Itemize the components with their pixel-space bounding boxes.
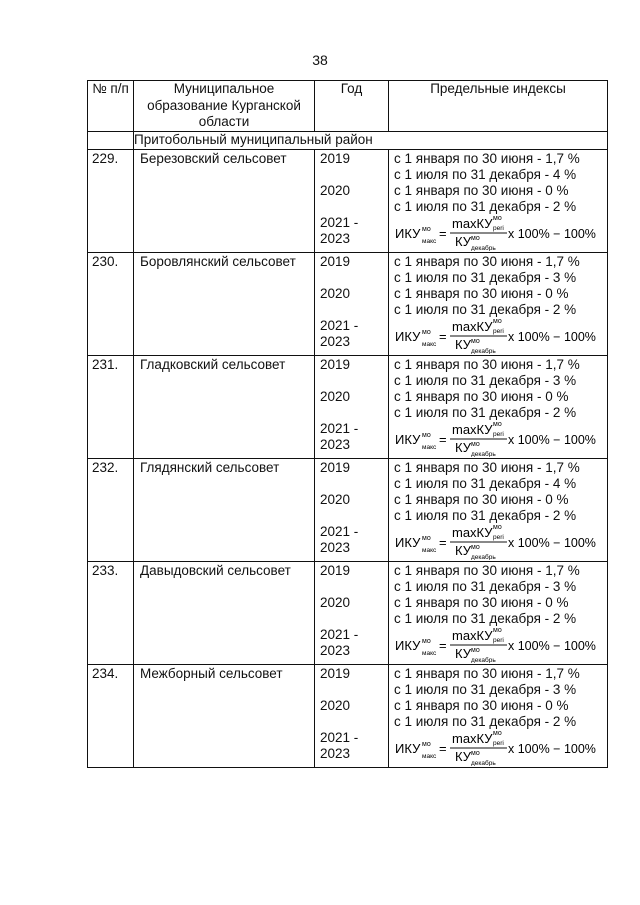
index-cell xyxy=(389,253,608,356)
table-row xyxy=(88,562,608,665)
formula-num-sub: peri xyxy=(493,431,504,438)
formula-num: maxКУ xyxy=(452,319,493,334)
formula-lhs: ИКУ xyxy=(395,432,421,447)
district-num-cell xyxy=(88,132,134,150)
formula-den-sub: декабрь xyxy=(471,760,496,766)
index-cell xyxy=(389,665,608,768)
index-line-1: с 1 января по 30 июня - 1,7 % xyxy=(394,151,580,166)
formula-lhs-sup: мо xyxy=(422,535,431,542)
formula-den-sub: декабрь xyxy=(471,245,496,251)
formula-num-sup: мо xyxy=(493,524,502,531)
index-line-3: с 1 января по 30 июня - 0 % xyxy=(394,286,569,301)
district-name: Притобольный муниципальный район xyxy=(134,132,608,150)
municipality-name: Глядянский сельсовет xyxy=(134,459,315,562)
row-number: 229. xyxy=(88,150,134,253)
year-2020: 2020 xyxy=(320,492,351,507)
formula-num: maxКУ xyxy=(452,628,493,643)
index-line-2: с 1 июля по 31 декабря - 3 % xyxy=(394,373,577,388)
header-year: Год xyxy=(315,81,389,132)
index-line-4: с 1 июля по 31 декабря - 2 % xyxy=(394,302,577,317)
index-line-3: с 1 января по 30 июня - 0 % xyxy=(394,183,569,198)
index-line-4: с 1 июля по 31 декабря - 2 % xyxy=(394,611,577,626)
index-line-2: с 1 июля по 31 декабря - 3 % xyxy=(394,579,577,594)
table-row xyxy=(88,665,608,768)
table-row xyxy=(88,150,608,253)
formula-lhs-sup: мо xyxy=(422,329,431,336)
index-line-4: с 1 июля по 31 декабря - 2 % xyxy=(394,405,577,420)
formula-num-sub: peri xyxy=(493,225,504,232)
formula-den-sub: декабрь xyxy=(471,451,496,457)
year-2019: 2019 xyxy=(320,357,351,372)
index-formula xyxy=(395,730,605,766)
year-2020: 2020 xyxy=(320,286,351,301)
formula-den-sup: мо xyxy=(471,647,480,654)
formula-den: КУ xyxy=(455,749,471,764)
year-cell xyxy=(315,562,389,665)
formula-den-sub: декабрь xyxy=(471,657,496,663)
year-2021-2023: 2021 - 2023 xyxy=(320,730,359,761)
index-cell xyxy=(389,356,608,459)
year-cell xyxy=(315,150,389,253)
year-2021-2023: 2021 - 2023 xyxy=(320,524,359,555)
formula-lhs: ИКУ xyxy=(395,535,421,550)
year-cell xyxy=(315,356,389,459)
index-line-3: с 1 января по 30 июня - 0 % xyxy=(394,389,569,404)
formula-eq: = xyxy=(439,638,447,653)
formula-lhs: ИКУ xyxy=(395,226,421,241)
index-line-4: с 1 июля по 31 декабря - 2 % xyxy=(394,508,577,523)
formula-num-sub: peri xyxy=(493,740,504,747)
table-header-row xyxy=(88,81,608,132)
formula-lhs-sup: мо xyxy=(422,432,431,439)
municipality-name: Гладковский сельсовет xyxy=(134,356,315,459)
municipality-name: Березовский сельсовет xyxy=(134,150,315,253)
formula-eq: = xyxy=(439,535,447,550)
formula-num-sup: мо xyxy=(493,215,502,222)
index-line-4: с 1 июля по 31 декабря - 2 % xyxy=(394,199,577,214)
year-2019: 2019 xyxy=(320,563,351,578)
index-line-1: с 1 января по 30 июня - 1,7 % xyxy=(394,357,580,372)
year-2020: 2020 xyxy=(320,595,351,610)
district-row xyxy=(88,132,608,150)
formula-lhs-sub: макс xyxy=(422,753,437,760)
year-cell xyxy=(315,459,389,562)
formula-den: КУ xyxy=(455,440,471,455)
index-line-4: с 1 июля по 31 декабря - 2 % xyxy=(394,714,577,729)
row-number: 231. xyxy=(88,356,134,459)
year-2019: 2019 xyxy=(320,254,351,269)
formula-tail: x 100% − 100% xyxy=(508,742,596,756)
year-2021-2023: 2021 - 2023 xyxy=(320,627,359,658)
formula-den: КУ xyxy=(455,234,471,249)
row-number: 234. xyxy=(88,665,134,768)
year-cell xyxy=(315,253,389,356)
formula-lhs-sup: мо xyxy=(422,741,431,748)
index-line-2: с 1 июля по 31 декабря - 4 % xyxy=(394,167,577,182)
year-2019: 2019 xyxy=(320,151,351,166)
formula-num-sup: мо xyxy=(493,318,502,325)
formula-eq: = xyxy=(439,432,447,447)
table-row xyxy=(88,253,608,356)
formula-num-sup: мо xyxy=(493,627,502,634)
index-cell xyxy=(389,562,608,665)
formula-num-sup: мо xyxy=(493,730,502,737)
header-num: № п/п xyxy=(88,81,134,132)
page-number: 38 xyxy=(312,52,328,68)
formula-lhs-sub: макс xyxy=(422,341,437,348)
formula-den: КУ xyxy=(455,646,471,661)
year-2020: 2020 xyxy=(320,183,351,198)
formula-den-sup: мо xyxy=(471,441,480,448)
indexes-table xyxy=(87,80,608,768)
index-line-3: с 1 января по 30 июня - 0 % xyxy=(394,492,569,507)
index-line-1: с 1 января по 30 июня - 1,7 % xyxy=(394,666,580,681)
formula-den-sub: декабрь xyxy=(471,348,496,354)
index-cell xyxy=(389,150,608,253)
year-2019: 2019 xyxy=(320,460,351,475)
row-number: 233. xyxy=(88,562,134,665)
formula-den-sup: мо xyxy=(471,544,480,551)
formula-num: maxКУ xyxy=(452,731,493,746)
formula-lhs-sub: макс xyxy=(422,444,437,451)
formula-num: maxКУ xyxy=(452,216,493,231)
formula-tail: x 100% − 100% xyxy=(508,330,596,344)
formula-lhs-sub: макс xyxy=(422,238,437,245)
year-2021-2023: 2021 - 2023 xyxy=(320,421,359,452)
formula-num-sub: peri xyxy=(493,637,504,644)
formula-tail: x 100% − 100% xyxy=(508,227,596,241)
municipality-name: Давыдовский сельсовет xyxy=(134,562,315,665)
formula-num-sup: мо xyxy=(493,421,502,428)
index-line-2: с 1 июля по 31 декабря - 3 % xyxy=(394,682,577,697)
formula-eq: = xyxy=(439,329,447,344)
formula-eq: = xyxy=(439,226,447,241)
index-line-1: с 1 января по 30 июня - 1,7 % xyxy=(394,563,580,578)
index-line-3: с 1 января по 30 июня - 0 % xyxy=(394,698,569,713)
header-indexes: Предельные индексы xyxy=(389,81,608,132)
municipality-name: Боровлянский сельсовет xyxy=(134,253,315,356)
index-formula xyxy=(395,524,605,560)
table-row xyxy=(88,356,608,459)
formula-lhs: ИКУ xyxy=(395,741,421,756)
index-cell xyxy=(389,459,608,562)
index-line-1: с 1 января по 30 июня - 1,7 % xyxy=(394,254,580,269)
index-formula xyxy=(395,215,605,251)
header-municipality: Муниципальное образование Курганской области xyxy=(134,81,315,132)
formula-den: КУ xyxy=(455,337,471,352)
index-line-3: с 1 января по 30 июня - 0 % xyxy=(394,595,569,610)
row-number: 230. xyxy=(88,253,134,356)
index-line-2: с 1 июля по 31 декабря - 4 % xyxy=(394,476,577,491)
formula-num: maxКУ xyxy=(452,525,493,540)
year-2021-2023: 2021 - 2023 xyxy=(320,215,359,246)
table-row xyxy=(88,459,608,562)
year-2019: 2019 xyxy=(320,666,351,681)
formula-lhs: ИКУ xyxy=(395,329,421,344)
formula-tail: x 100% − 100% xyxy=(508,639,596,653)
formula-eq: = xyxy=(439,741,447,756)
formula-lhs: ИКУ xyxy=(395,638,421,653)
formula-lhs-sub: макс xyxy=(422,650,437,657)
formula-tail: x 100% − 100% xyxy=(508,433,596,447)
formula-lhs-sup: мо xyxy=(422,638,431,645)
formula-num-sub: peri xyxy=(493,328,504,335)
formula-num-sub: peri xyxy=(493,534,504,541)
formula-num: maxКУ xyxy=(452,422,493,437)
municipality-name: Межборный сельсовет xyxy=(134,665,315,768)
formula-den-sup: мо xyxy=(471,338,480,345)
formula-den-sup: мо xyxy=(471,750,480,757)
formula-lhs-sup: мо xyxy=(422,226,431,233)
index-line-1: с 1 января по 30 июня - 1,7 % xyxy=(394,460,580,475)
row-number: 232. xyxy=(88,459,134,562)
formula-den: КУ xyxy=(455,543,471,558)
formula-den-sub: декабрь xyxy=(471,554,496,560)
formula-lhs-sub: макс xyxy=(422,547,437,554)
formula-tail: x 100% − 100% xyxy=(508,536,596,550)
formula-den-sup: мо xyxy=(471,235,480,242)
index-line-2: с 1 июля по 31 декабря - 3 % xyxy=(394,270,577,285)
index-formula xyxy=(395,627,605,663)
year-2021-2023: 2021 - 2023 xyxy=(320,318,359,349)
year-2020: 2020 xyxy=(320,389,351,404)
index-formula xyxy=(395,318,605,354)
year-2020: 2020 xyxy=(320,698,351,713)
year-cell xyxy=(315,665,389,768)
index-formula xyxy=(395,421,605,457)
